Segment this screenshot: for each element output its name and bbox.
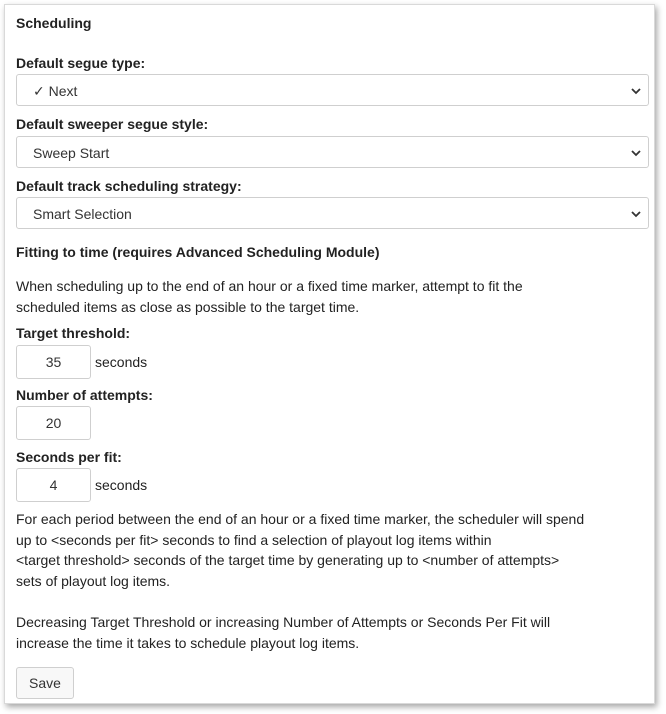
segue-type-value: ✓ Next	[33, 83, 78, 99]
strategy-select[interactable]	[16, 197, 649, 229]
fitting-description: When scheduling up to the end of an hour or a fixed time marker, attempt to fit the scheduled items as close as possible to the target time.	[16, 278, 523, 315]
chevron-down-icon	[630, 208, 642, 220]
per-fit-unit: seconds	[95, 477, 148, 493]
chevron-down-icon	[630, 85, 642, 97]
threshold-unit: seconds	[95, 354, 148, 370]
info-paragraph-1: For each period between the end of an hour or a fixed time marker, the scheduler will spend up to <seconds per fit> seconds to find a selection of playout log items within <target threshold> seconds of the target time by generating up to <number of attempts> sets of playout log items.	[16, 511, 585, 589]
panel-title: Scheduling	[16, 15, 92, 31]
attempts-input[interactable]: 20	[16, 406, 91, 440]
threshold-input[interactable]: 35	[16, 345, 91, 379]
scheduling-panel	[4, 4, 655, 704]
per-fit-label: Seconds per fit:	[16, 449, 122, 465]
strategy-value: Smart Selection	[33, 206, 132, 222]
segue-type-select[interactable]	[16, 74, 649, 106]
sweeper-style-label: Default sweeper segue style:	[16, 116, 209, 132]
sweeper-style-value: Sweep Start	[33, 145, 110, 161]
attempts-label: Number of attempts:	[16, 387, 153, 403]
sweeper-style-select[interactable]	[16, 136, 649, 168]
info-paragraph-2: Decreasing Target Threshold or increasing Number of Attempts or Seconds Per Fit will increase the time it takes to schedule playout log items.	[16, 614, 551, 651]
strategy-label: Default track scheduling strategy:	[16, 178, 242, 194]
save-button[interactable]: Save	[16, 667, 74, 699]
per-fit-input[interactable]: 4	[16, 468, 91, 502]
chevron-down-icon	[630, 147, 642, 159]
fitting-title: Fitting to time (requires Advanced Scheduling Module)	[16, 244, 380, 260]
threshold-label: Target threshold:	[16, 325, 131, 341]
segue-type-label: Default segue type:	[16, 55, 146, 71]
